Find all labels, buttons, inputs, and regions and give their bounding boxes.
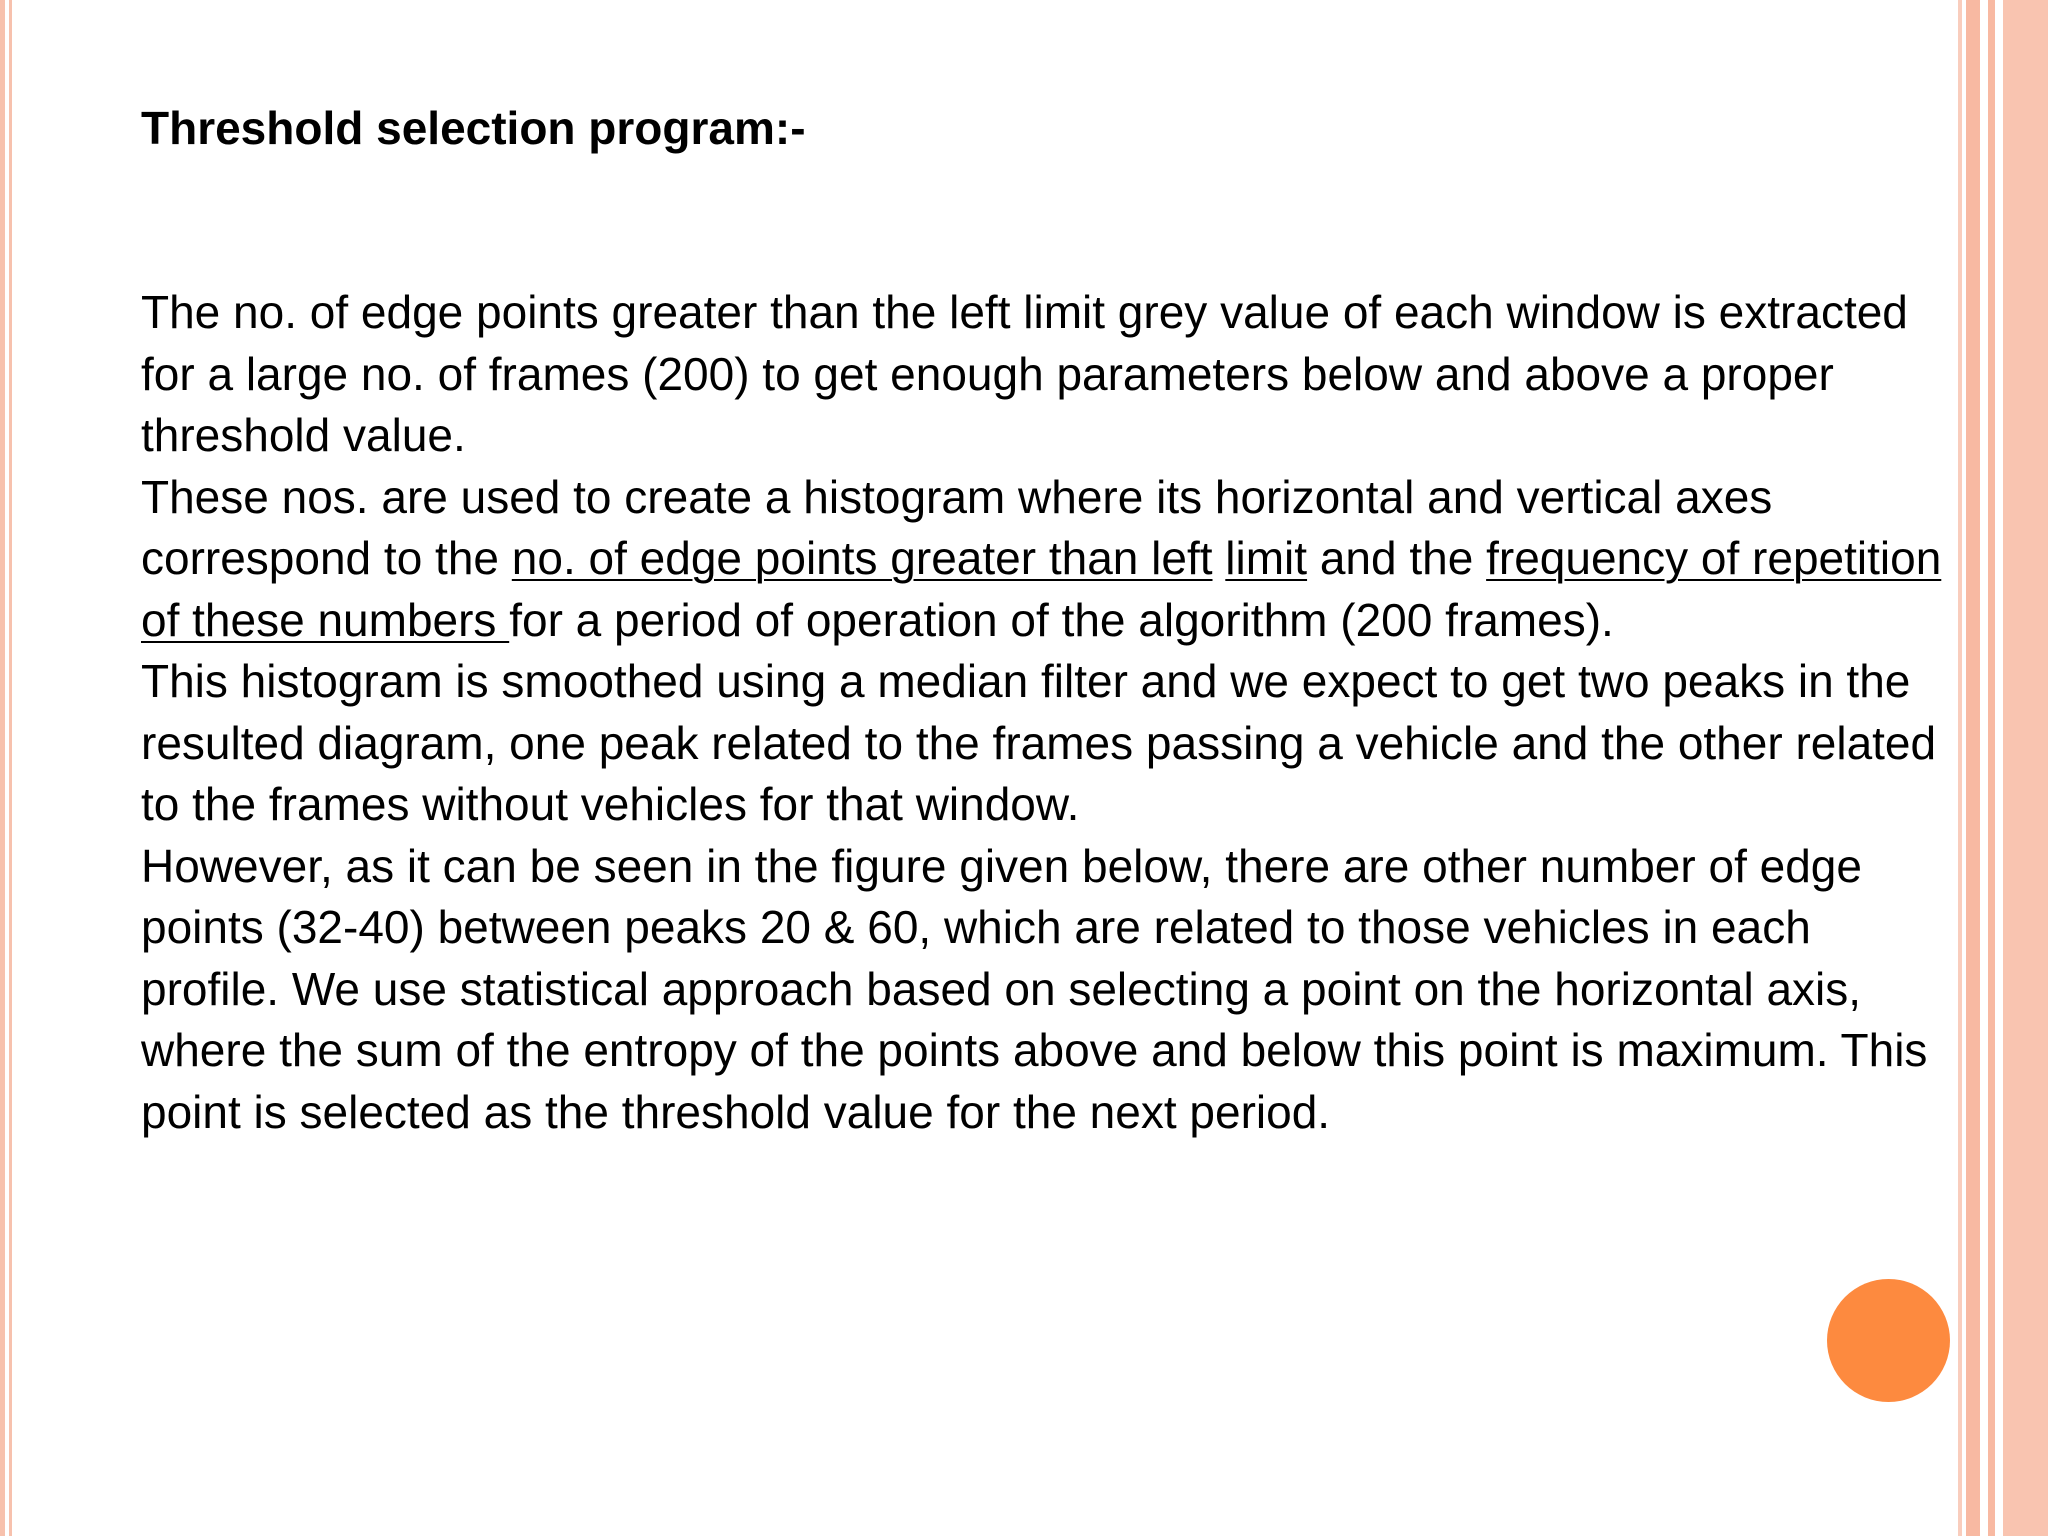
orange-circle-decoration (1827, 1279, 1950, 1402)
underlined-limit-word: limit (1225, 532, 1308, 584)
underlined-edge-points-phrase: no. of edge points greater than left (511, 532, 1213, 584)
slide-title: Threshold selection program:- (141, 102, 806, 154)
right-border-stripe-4 (2003, 0, 2048, 1536)
paragraph-histogram (141, 467, 1951, 652)
paragraph-entropy-threshold: However, as it can be seen in the figure given below, there are other number of edge points (32-40) between peaks 20 & 60, which are related to those vehicles in each profile. We use statistical approach based on selecting a point on the horizontal axis, where the sum of the entropy of the points above and below this point is maximum. This point is selected as the threshold value for the next period. (141, 839, 1928, 1138)
histogram-space (1213, 532, 1226, 584)
histogram-text-3: for a period of operation of the algorithm (200 frames). (509, 593, 1614, 646)
paragraph-median-filter: This histogram is smoothed using a median filter and we expect to get two peaks in the resulted diagram, one peak related to the frames passing a vehicle and the other related to the frames without vehicles for that window. (141, 655, 1937, 830)
slide-body (141, 282, 1951, 1143)
histogram-text-2: and the (1307, 532, 1487, 584)
right-border-stripe-3 (1988, 0, 1995, 1536)
right-border-stripe-2 (1966, 0, 1980, 1536)
histogram-text-1: These nos. are used to create a histogram where its horizontal and vertical axes correspond to the (141, 470, 1773, 584)
left-border-stripe-inner (9, 0, 12, 1536)
underlined-frequency-phrase: frequency of repetition of these numbers (141, 532, 1942, 646)
right-border-gap-2 (1980, 0, 1988, 1536)
right-border-gap-3 (1995, 0, 2003, 1536)
paragraph-edge-points: The no. of edge points greater than the left limit grey value of each window is extracted for a large no. of frames (200) to get enough parameters below and above a proper threshold value. (141, 286, 1908, 461)
